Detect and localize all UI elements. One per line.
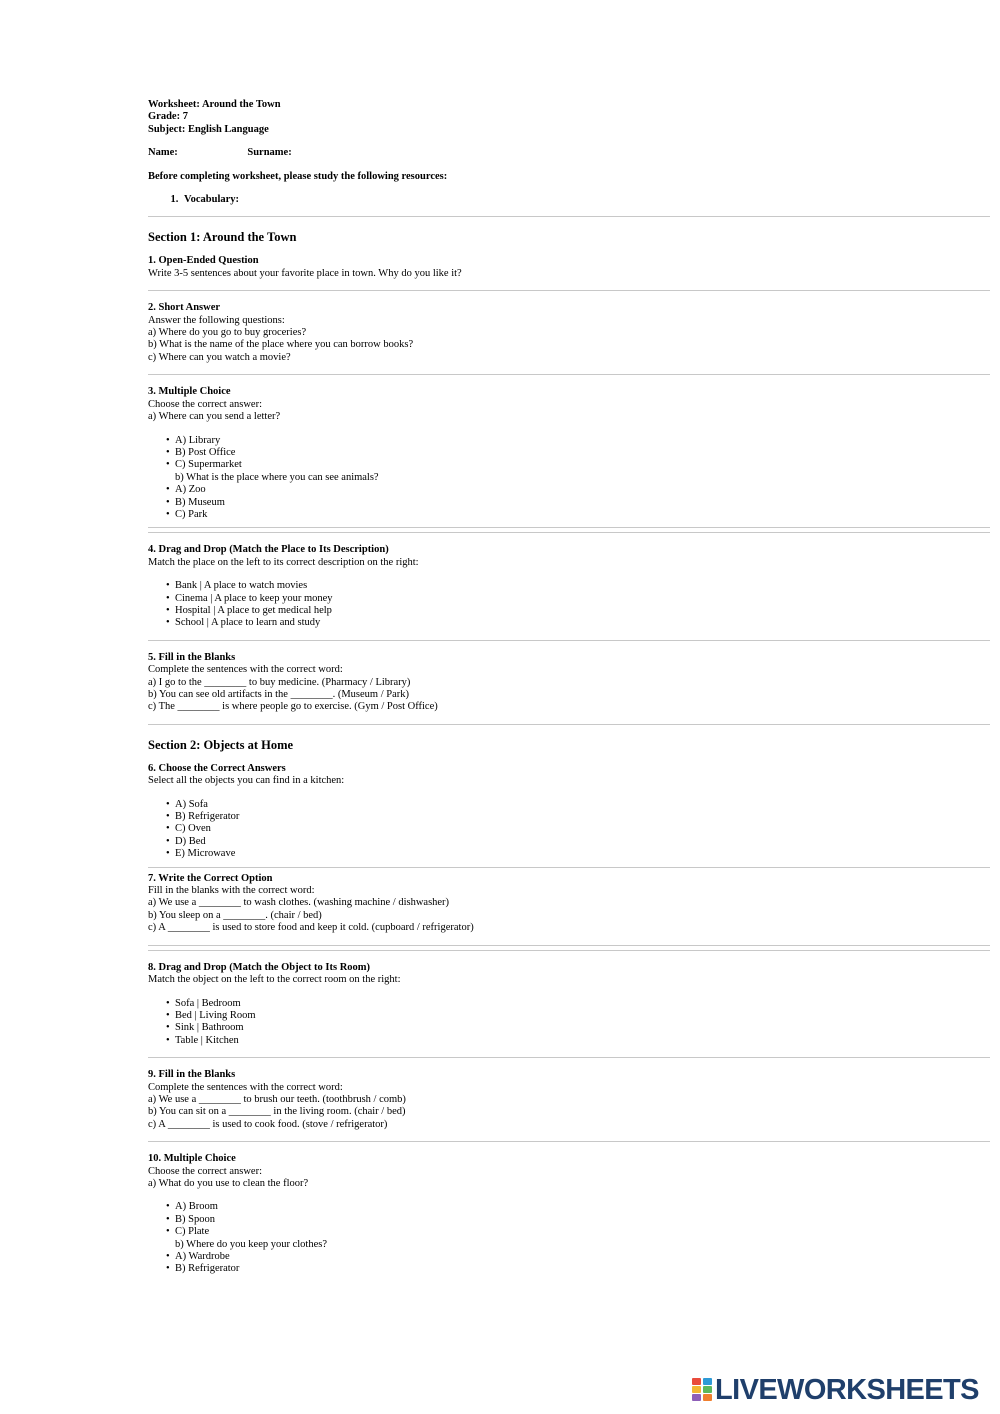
divider [148, 290, 990, 291]
question-text: Complete the sentences with the correct word: [148, 664, 343, 676]
question-1 [148, 255, 990, 280]
resource-item-vocabulary: 1. Vocabulary: [181, 194, 990, 206]
divider [148, 374, 990, 375]
divider [148, 532, 990, 533]
question-text: Match the object on the left to the correct room on the right: [148, 974, 401, 986]
question-title: 3. Multiple Choice [148, 386, 231, 398]
question-text: a) Where do you go to buy groceries? [148, 327, 307, 339]
subject-label: Subject: English Language [148, 123, 269, 135]
question-title: 1. Open-Ended Question [148, 255, 259, 267]
surname-label: Surname: [247, 147, 292, 159]
question-6 [148, 763, 990, 861]
question-text: a) We use a ________ to brush our teeth. (toothbrush / comb) [148, 1093, 406, 1105]
question-title: 5. Fill in the Blanks [148, 651, 236, 663]
question-text: b) You can sit on a ________ in the living room. (chair / bed) [148, 1106, 406, 1118]
question-text: Match the place on the left to its correct description on the right: [148, 556, 419, 568]
option-item[interactable]: • A) Library [175, 435, 990, 447]
question-5 [148, 652, 990, 714]
match-list [148, 998, 990, 1048]
question-text: Write 3-5 sentences about your favorite place in town. Why do you like it? [148, 267, 462, 279]
question-title: 10. Multiple Choice [148, 1153, 236, 1165]
logo-wordmark: LIVEWORKSHEETS [715, 1374, 979, 1406]
divider [148, 1057, 990, 1058]
question-2 [148, 302, 990, 364]
question-title: 8. Drag and Drop (Match the Object to Its Room) [148, 961, 371, 973]
question-10 [148, 1153, 990, 1276]
grade-label: Grade: 7 [148, 111, 188, 123]
divider [148, 527, 990, 528]
name-row [148, 147, 990, 159]
question-title: 2. Short Answer [148, 302, 221, 314]
name-label: Name: [148, 147, 178, 159]
question-title: 4. Drag and Drop (Match the Place to Its Description) [148, 544, 389, 556]
question-text: c) The ________ is where people go to exercise. (Gym / Post Office) [148, 701, 438, 713]
question-text: Fill in the blanks with the correct word: [148, 885, 315, 897]
match-item[interactable]: • Bed | Living Room [175, 1010, 990, 1022]
match-list [148, 580, 990, 630]
divider [148, 724, 990, 725]
option-item[interactable]: • A) Sofa [175, 799, 990, 811]
match-item[interactable]: • Cinema | A place to keep your money [175, 593, 990, 605]
question-text: a) What do you use to clean the floor? [148, 1177, 309, 1189]
divider [148, 950, 990, 951]
divider [148, 1141, 990, 1142]
question-text: c) A ________ is used to store food and keep it cold. (cupboard / refrigerator) [148, 922, 474, 934]
question-text: b) What is the name of the place where you can borrow books? [148, 339, 414, 351]
options-list [148, 435, 990, 522]
logo-mark-cell [703, 1386, 712, 1393]
question-9 [148, 1069, 990, 1131]
option-item[interactable]: • E) Microwave [175, 848, 990, 860]
logo-mark-icon [692, 1378, 712, 1402]
match-item[interactable]: • Sink | Bathroom [175, 1022, 990, 1034]
match-item[interactable]: • School | A place to learn and study [175, 617, 990, 629]
question-text: a) Where can you send a letter? [148, 411, 281, 423]
divider [148, 640, 990, 641]
question-title: 9. Fill in the Blanks [148, 1069, 236, 1081]
option-item[interactable]: • A) Zoo [175, 484, 990, 496]
sub-question-text: b) What is the place where you can see animals? [175, 471, 379, 483]
question-4 [148, 544, 990, 629]
option-item[interactable]: • B) Refrigerator [175, 811, 990, 823]
question-text: c) Where can you watch a movie? [148, 351, 291, 363]
match-item[interactable]: • Sofa | Bedroom [175, 998, 990, 1010]
question-text: Select all the objects you can find in a kitchen: [148, 775, 345, 787]
logo-mark-cell [692, 1378, 701, 1385]
question-8 [148, 962, 990, 1047]
divider [148, 216, 990, 217]
option-item[interactable]: • C) Plate [175, 1226, 990, 1238]
section-2-title: Section 2: Objects at Home [148, 737, 294, 752]
sub-question-text: b) Where do you keep your clothes? [175, 1238, 328, 1250]
logo-mark-cell [692, 1386, 701, 1393]
option-item[interactable]: • B) Post Office [175, 447, 990, 459]
divider [148, 945, 990, 946]
question-text: b) You sleep on a ________. (chair / bed) [148, 909, 322, 921]
question-title: 7. Write the Correct Option [148, 872, 273, 884]
question-text: c) A ________ is used to cook food. (stove / refrigerator) [148, 1118, 388, 1130]
question-text: Complete the sentences with the correct word: [148, 1081, 343, 1093]
question-text: Choose the correct answer: [148, 1165, 262, 1177]
question-text: Answer the following questions: [148, 314, 285, 326]
option-item[interactable]: • B) Spoon [175, 1214, 990, 1226]
section-1-title: Section 1: Around the Town [148, 230, 297, 245]
worksheet-title: Worksheet: Around the Town [148, 99, 281, 110]
logo-mark-cell [703, 1378, 712, 1385]
option-item[interactable]: • D) Bed [175, 836, 990, 848]
match-item[interactable]: • Table | Kitchen [175, 1035, 990, 1047]
option-item[interactable]: • C) Supermarket [175, 459, 990, 471]
options-list [148, 799, 990, 861]
liveworksheets-logo [692, 1376, 992, 1404]
logo-mark-cell [692, 1394, 701, 1401]
option-item[interactable]: • B) Museum [175, 497, 990, 509]
resources-list [148, 194, 990, 206]
question-text: a) I go to the ________ to buy medicine. (Pharmacy / Library) [148, 676, 411, 688]
question-text: b) You can see old artifacts in the ________. (Museum / Park) [148, 689, 409, 700]
question-7 [148, 873, 990, 935]
match-item[interactable]: • Bank | A place to watch movies [175, 580, 990, 592]
options-list [148, 1201, 990, 1275]
match-item[interactable]: • Hospital | A place to get medical help [175, 605, 990, 617]
question-title: 6. Choose the Correct Answers [148, 762, 286, 774]
option-item[interactable]: • C) Oven [175, 823, 990, 835]
option-item[interactable]: • C) Park [175, 509, 990, 521]
divider [148, 867, 990, 868]
option-item[interactable]: • B) Refrigerator [175, 1263, 990, 1275]
option-item[interactable]: • A) Broom [175, 1201, 990, 1213]
question-text: a) We use a ________ to wash clothes. (washing machine / dishwasher) [148, 897, 450, 909]
question-3 [148, 386, 990, 521]
worksheet-page [148, 99, 990, 1276]
question-text: Choose the correct answer: [148, 398, 262, 410]
option-item[interactable]: • A) Wardrobe [175, 1251, 990, 1263]
resources-intro: Before completing worksheet, please study the following resources: [148, 170, 448, 182]
logo-mark-cell [703, 1394, 712, 1401]
